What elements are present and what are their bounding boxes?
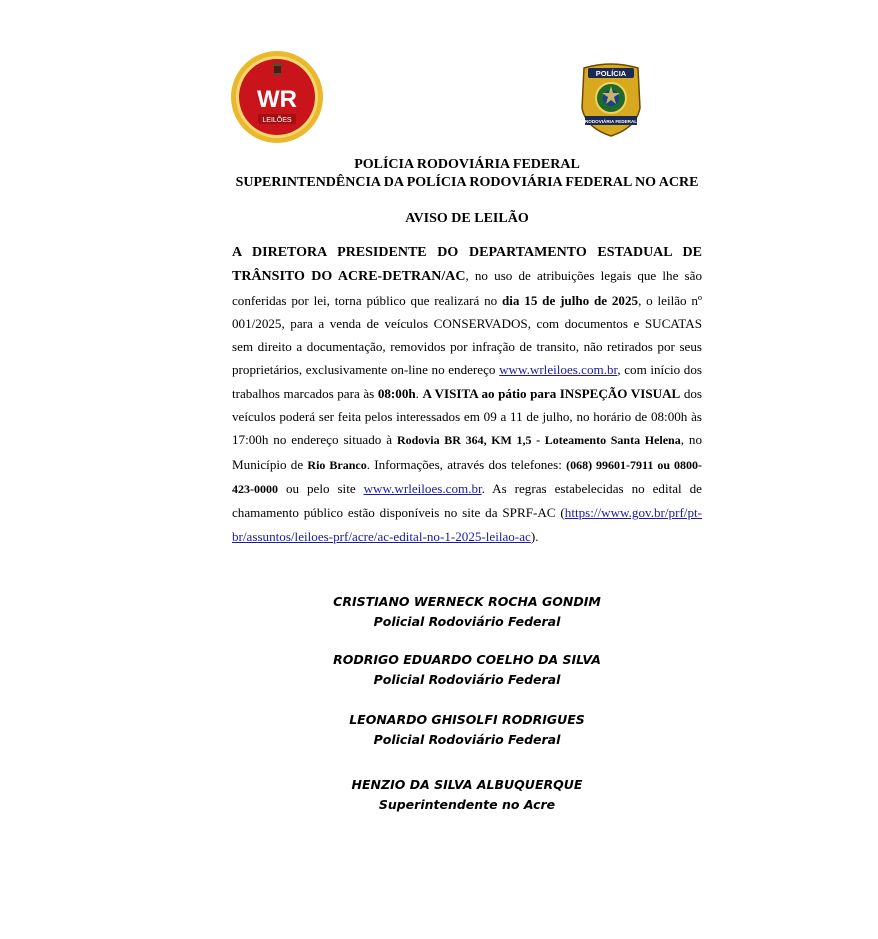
signature-block [232, 710, 702, 750]
body-text: , o leilão nº 001/2025, para a venda de veículos CONSERVADOS, com documentos e SUCATAS sem direito a documentação, removidos por infração de transito, não retirados por seus proprietários, exclusivamente on-line no endereço [232, 292, 702, 378]
visit-heading: A VISITA ao pátio para INSPEÇÃO VISUAL [422, 385, 681, 401]
svg-text:WR: WR [257, 86, 297, 113]
signature-role: Policial Rodoviário Federal [373, 614, 561, 629]
signature-name: LEONARDO GHISOLFI RODRIGUES [349, 712, 585, 727]
auction-date: dia 15 de julho de 2025 [502, 292, 639, 308]
body-text: , no uso de atribuições legais que lhe são conferidas por lei, torna público que realizará no [232, 268, 702, 308]
signature-block [232, 592, 702, 632]
body-text: , com início dos trabalhos marcados para às [232, 362, 702, 401]
address: Rodovia BR 364, KM 1,5 - Loteamento Santa Helena [396, 433, 681, 448]
header-line-1: POLÍCIA RODOVIÁRIA FEDERAL [354, 157, 580, 172]
svg-text:RODOVIÁRIA FEDERAL: RODOVIÁRIA FEDERAL [584, 119, 638, 124]
body-text: ). [530, 528, 539, 544]
body-text: . Informações, através dos telefones: [366, 456, 567, 472]
body-text: . As regras estabelecidas no edital de chamamento público estão disponíveis no site da SPRF-AC ( [232, 480, 702, 521]
body-text: ou pelo site [278, 480, 364, 496]
signature-name: CRISTIANO WERNECK ROCHA GONDIM [333, 594, 601, 609]
signature-block [232, 775, 702, 815]
notice-body [232, 240, 702, 548]
signature-role: Superintendente no Acre [378, 797, 556, 812]
edital-link[interactable]: https://www.gov.br/prf/pt-br/assuntos/leiloes-prf/acre/ac-edital-no-1-2025-leilao-ac [232, 505, 702, 544]
signature-name: HENZIO DA SILVA ALBUQUERQUE [351, 777, 583, 792]
site-link-2[interactable]: www.wrleiloes.com.br [363, 480, 482, 496]
signature-name: RODRIGO EDUARDO COELHO DA SILVA [333, 652, 601, 667]
signature-block [232, 650, 702, 690]
phones: (068) 99601-7911 ou 0800-423-0000 [232, 457, 703, 496]
wr-leiloes-logo [230, 50, 324, 144]
signature-role: Policial Rodoviário Federal [373, 672, 561, 687]
signature-role: Policial Rodoviário Federal [373, 732, 561, 747]
header-line-2: SUPERINTENDÊNCIA DA POLÍCIA RODOVIÁRIA FEDERAL NO ACRE [235, 175, 699, 190]
body-text: , no Município de [232, 432, 703, 472]
body-text: . [415, 385, 423, 401]
notice-title: AVISO DE LEILÃO [405, 211, 529, 226]
city: Rio Branco [307, 457, 367, 472]
svg-text:LEILÕES: LEILÕES [262, 117, 292, 124]
body-lead: A DIRETORA PRESIDENTE DO DEPARTAMENTO ESTADUAL DE TRÂNSITO DO ACRE-DETRAN/AC [232, 245, 702, 285]
body-text: dos veículos poderá ser feita pelos interessados em 09 a 11 de julho, no horário de 08:00h às 17:00h no endereço situado à [232, 385, 703, 448]
prf-badge-logo [578, 62, 644, 138]
site-link[interactable]: www.wrleiloes.com.br [499, 362, 618, 378]
start-time: 08:00h [377, 385, 416, 401]
svg-text:POLÍCIA: POLÍCIA [595, 69, 627, 78]
